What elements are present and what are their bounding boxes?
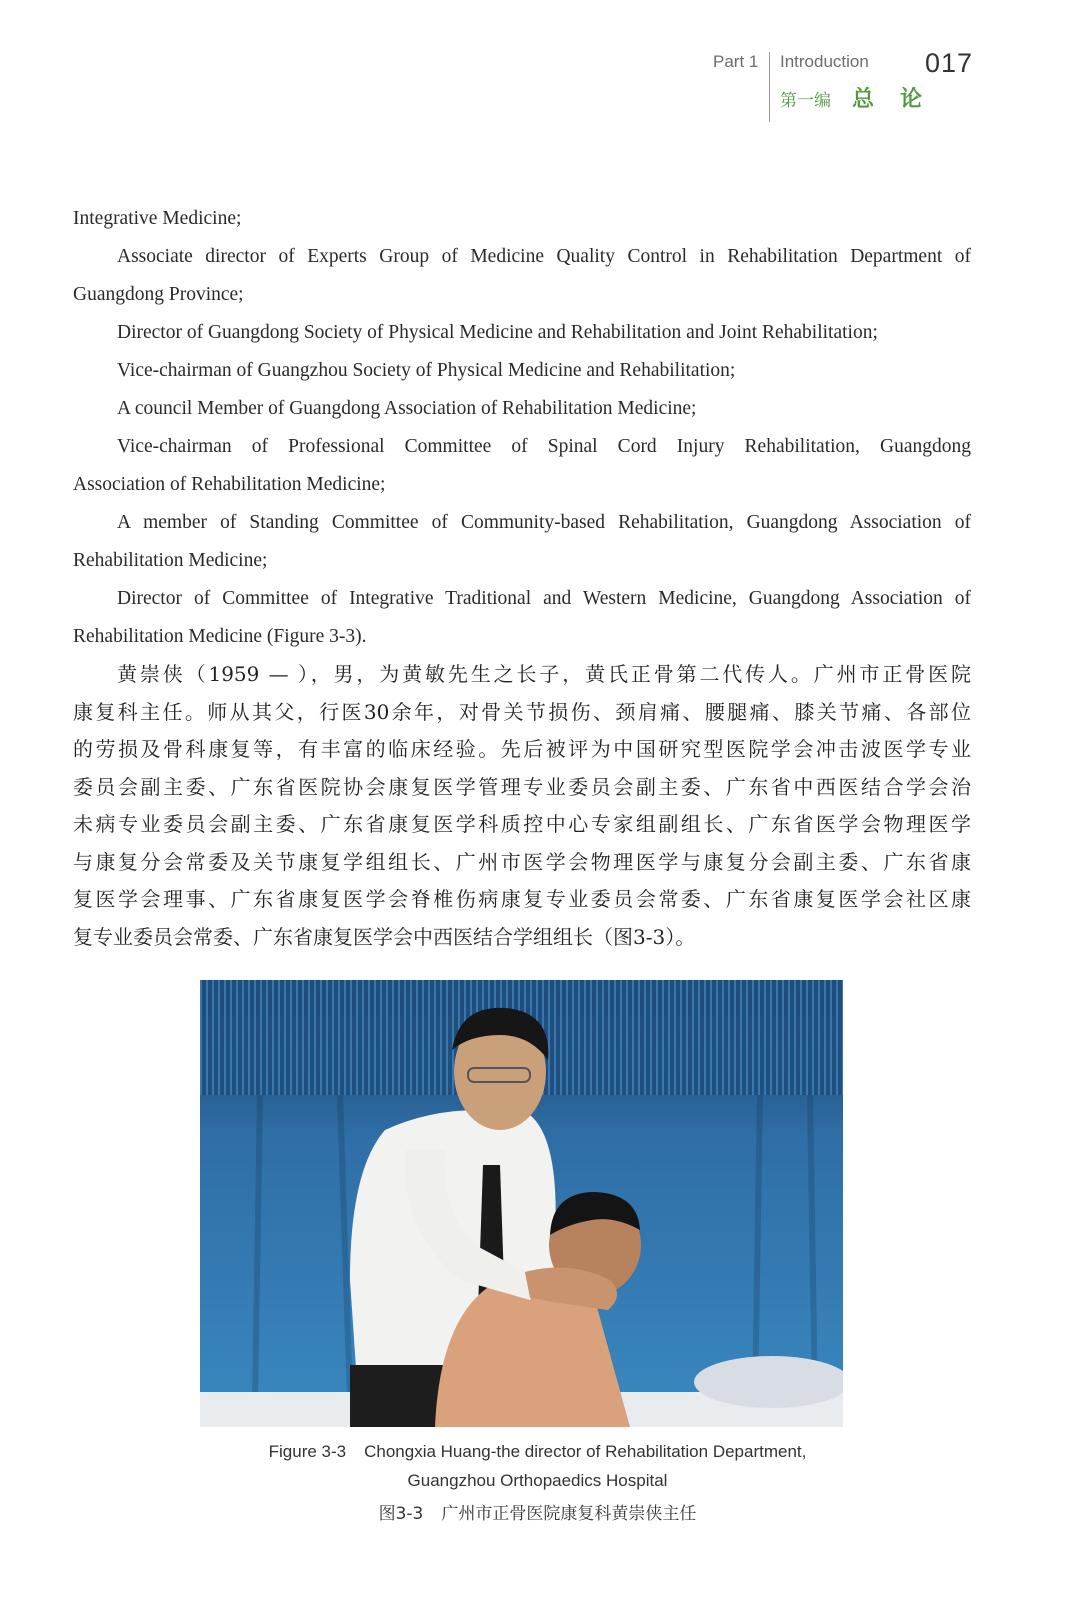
text-line: Guangdong Province; <box>73 284 244 305</box>
text-line: Associate director of Experts Group of Medicine Quality Control in Rehabilitation Department of <box>117 246 971 267</box>
header-section-en: Introduction <box>780 52 869 71</box>
text-line: Association of Rehabilitation Medicine; <box>73 474 386 495</box>
text-line: A council Member of Guangdong Association of Rehabilitation Medicine; <box>117 398 697 419</box>
cn-text-line: 委员会副主委、广东省医院协会康复医学管理专业委员会副主委、广东省中西医结合学会治 <box>73 774 971 799</box>
header-divider <box>769 52 770 122</box>
header-section-cn-sub: 第一编 <box>780 91 831 111</box>
text-line: Rehabilitation Medicine (Figure 3-3). <box>73 626 367 647</box>
figure-caption-cn-number: 图3-3 <box>378 1504 424 1524</box>
figure-caption-en-number: Figure 3-3 <box>268 1442 347 1461</box>
figure-caption-en <box>0 1442 1075 1462</box>
photo-illustration <box>200 980 843 1427</box>
text-line: Director of Committee of Integrative Traditional and Western Medicine, Guangdong Association of <box>117 588 971 609</box>
text-line: Integrative Medicine; <box>73 208 242 229</box>
body-text <box>73 200 971 956</box>
header-section-cn-main: 总论 <box>852 87 949 112</box>
cn-text-line: 与康复分会常委及关节康复学组组长、广州市医学会物理医学与康复分会副主委、广东省康 <box>73 849 971 874</box>
cn-text-line: 复医学会理事、广东省康复医学会脊椎伤病康复专业委员会常委、广东省康复医学会社区康 <box>73 887 971 911</box>
figure-caption-en-line2: Guangzhou Orthopaedics Hospital <box>407 1471 668 1490</box>
figure-caption-cn <box>0 1499 1075 1524</box>
text-line: Vice-chairman of Professional Committee of Spinal Cord Injury Rehabilitation, Guangdong <box>117 436 971 457</box>
figure-caption-cn-text: 广州市正骨医院康复科黄崇侠主任 <box>441 1504 697 1524</box>
figure-photo <box>200 980 843 1427</box>
cn-text-line: 复专业委员会常委、广东省康复医学会中西医结合学组组长（图3-3）。 <box>73 924 696 949</box>
cn-text-line: 黄崇侠（1959 — ），男，为黄敏先生之长子，黄氏正骨第二代传人。广州市正骨医院 <box>117 662 971 686</box>
pillow <box>694 1356 843 1408</box>
cn-text-line: 的劳损及骨科康复等，有丰富的临床经验。先后被评为中国研究型医院学会冲击波医学专业 <box>73 737 971 761</box>
page-number: 017 <box>925 48 974 78</box>
figure-caption-en-line1: Chongxia Huang-the director of Rehabilitation Department, <box>364 1442 807 1461</box>
text-line: Vice-chairman of Guangzhou Society of Physical Medicine and Rehabilitation; <box>117 360 736 381</box>
page-header <box>0 0 1075 140</box>
text-line: A member of Standing Committee of Community-based Rehabilitation, Guangdong Association of <box>117 512 971 533</box>
cn-text-line: 康复科主任。师从其父，行医30余年，对骨关节损伤、颈肩痛、腰腿痛、膝关节痛、各部位 <box>73 699 971 724</box>
cn-text-line: 未病专业委员会副主委、广东省康复医学科质控中心专家组副组长、广东省医学会物理医学 <box>73 812 971 836</box>
text-line: Director of Guangdong Society of Physical Medicine and Rehabilitation and Joint Rehabilitation; <box>117 322 878 343</box>
text-line: Rehabilitation Medicine; <box>73 550 268 571</box>
header-part-label: Part 1 <box>713 52 759 71</box>
